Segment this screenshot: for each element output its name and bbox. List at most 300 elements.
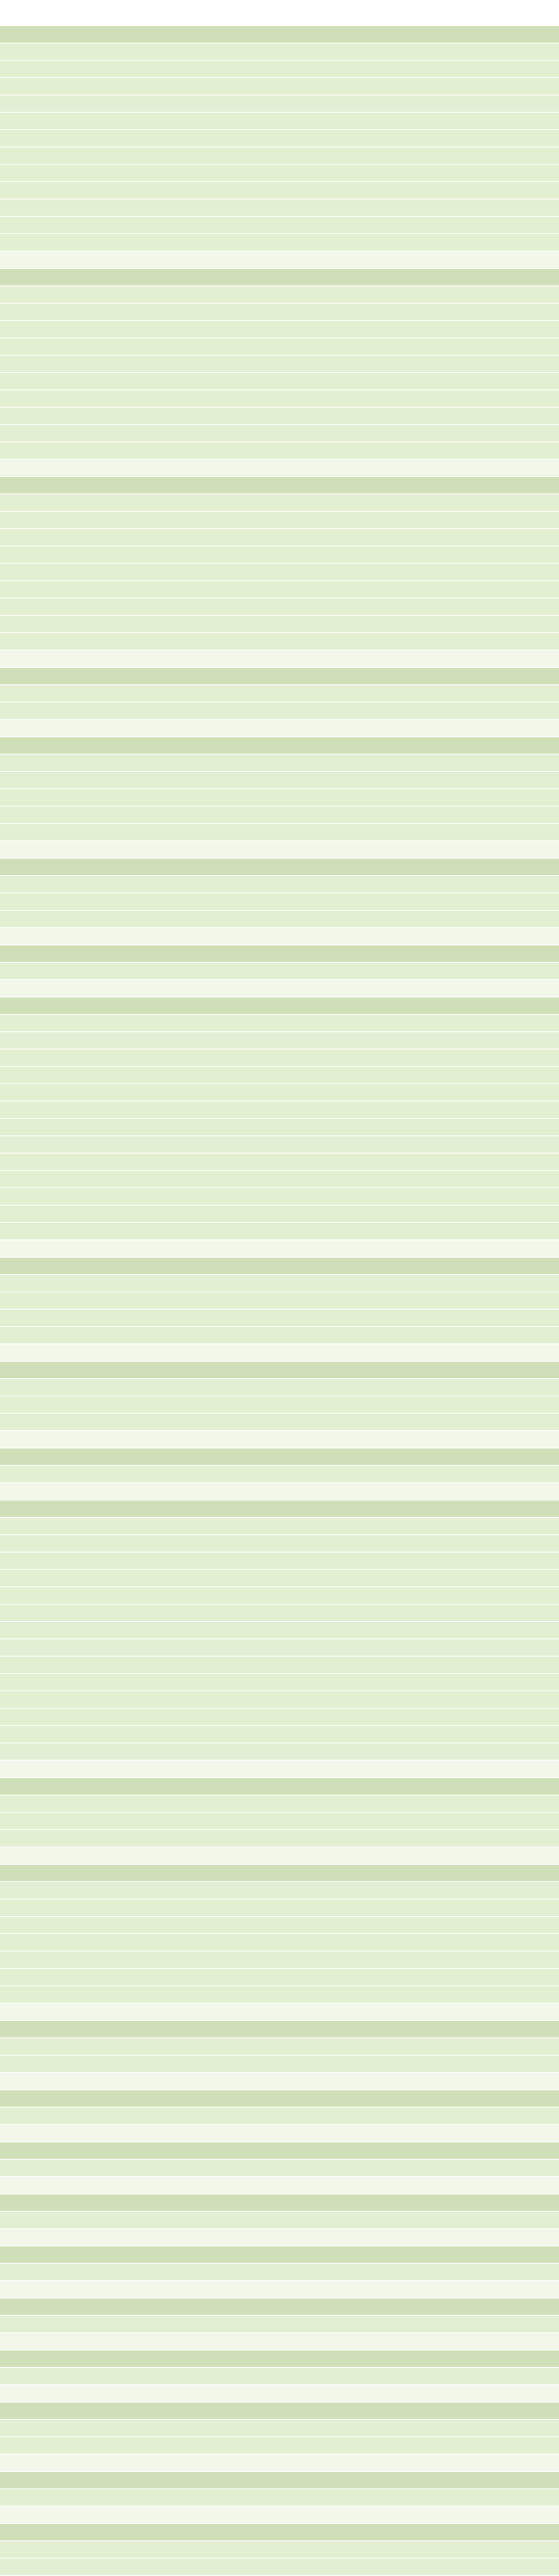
table-row (0, 1518, 559, 1535)
team-cell (376, 876, 559, 892)
owner-cell (182, 1969, 376, 1985)
category-label (0, 2350, 3, 2367)
bird-name-cell (29, 1518, 182, 1534)
owner-cell (182, 390, 376, 407)
rank-cell (0, 1587, 29, 1604)
owner-cell (182, 911, 376, 927)
bird-name-cell (29, 217, 182, 233)
table-row (0, 1032, 559, 1049)
table-row (0, 199, 559, 217)
owner-cell (182, 234, 376, 251)
category-row (0, 1778, 559, 1795)
table-row (0, 234, 559, 252)
table-row (0, 217, 559, 234)
team-cell (376, 1622, 559, 1638)
table-row (0, 390, 559, 408)
owner-cell (182, 338, 376, 355)
results-table (0, 26, 559, 2576)
rank-cell (0, 1674, 29, 1690)
table-row (0, 321, 559, 338)
category-label (0, 1448, 3, 1465)
rank-cell (0, 1570, 29, 1586)
bird-name-cell (29, 1657, 182, 1673)
owner-cell (182, 1605, 376, 1621)
owner-cell (182, 893, 376, 910)
team-cell (376, 1917, 559, 1933)
table-row (0, 1206, 559, 1223)
owner-cell (182, 1952, 376, 1968)
team-cell (376, 78, 559, 95)
table-row (0, 113, 559, 130)
team-cell (376, 1414, 559, 1430)
team-cell (376, 1102, 559, 1118)
table-row (0, 616, 559, 633)
rank-cell (0, 824, 29, 840)
rank-cell (0, 43, 29, 60)
table-row (0, 2420, 559, 2437)
team-cell (376, 286, 559, 303)
bird-name-cell (29, 147, 182, 164)
spacer-row (0, 2229, 559, 2246)
team-cell (376, 1379, 559, 1396)
rank-cell (0, 1553, 29, 1569)
owner-cell (182, 529, 376, 546)
table-row (0, 304, 559, 321)
team-cell (376, 1691, 559, 1708)
spacer-row (0, 720, 559, 737)
team-cell (376, 581, 559, 598)
bird-name-cell (29, 1952, 182, 1968)
owner-cell (182, 1084, 376, 1101)
table-row (0, 494, 559, 512)
owner-cell (182, 408, 376, 424)
owner-cell (182, 199, 376, 216)
team-cell (376, 356, 559, 372)
team-cell (376, 546, 559, 563)
owner-cell (182, 78, 376, 95)
rank-cell (0, 1379, 29, 1396)
table-row (0, 807, 559, 824)
team-cell (376, 755, 559, 771)
category-label (0, 859, 3, 875)
owner-cell (182, 2559, 376, 2575)
table-row (0, 1292, 559, 1310)
rank-cell (0, 1275, 29, 1291)
team-cell (376, 1275, 559, 1291)
bird-name-cell (29, 876, 182, 892)
bird-name-cell (29, 95, 182, 112)
owner-cell (182, 1049, 376, 1066)
table-row (0, 546, 559, 564)
category-row (0, 477, 559, 494)
table-row (0, 1813, 559, 1830)
owner-cell (182, 494, 376, 511)
table-row (0, 789, 559, 807)
bird-name-cell (29, 2437, 182, 2454)
table-row (0, 2437, 559, 2455)
owner-cell (182, 1622, 376, 1638)
rank-cell (0, 893, 29, 910)
spacer-row (0, 2455, 559, 2472)
rank-cell (0, 1899, 29, 1916)
bird-name-cell (29, 234, 182, 251)
owner-cell (182, 1206, 376, 1222)
bird-name-cell (29, 685, 182, 702)
owner-cell (182, 113, 376, 129)
owner-cell (182, 703, 376, 719)
table-row (0, 1674, 559, 1691)
spacer-row (0, 1431, 559, 1448)
team-cell (376, 1310, 559, 1326)
team-cell (376, 1292, 559, 1309)
team-cell (376, 963, 559, 979)
bird-name-cell (29, 78, 182, 95)
rank-cell (0, 1154, 29, 1170)
team-cell (376, 772, 559, 788)
rank-cell (0, 1518, 29, 1534)
team-cell (376, 564, 559, 580)
rank-cell (0, 633, 29, 650)
rank-cell (0, 963, 29, 979)
owner-cell (182, 512, 376, 528)
team-cell (376, 2368, 559, 2384)
owner-cell (182, 286, 376, 303)
bird-name-cell (29, 442, 182, 459)
team-cell (376, 1518, 559, 1534)
bird-name-cell (29, 1969, 182, 1985)
table-row (0, 356, 559, 373)
team-cell (376, 442, 559, 459)
table-row (0, 408, 559, 425)
team-cell (376, 130, 559, 147)
rank-cell (0, 2038, 29, 2055)
rank-cell (0, 2559, 29, 2575)
table-row (0, 2489, 559, 2507)
bird-name-cell (29, 1691, 182, 1708)
team-cell (376, 1986, 559, 2003)
category-row (0, 2524, 559, 2541)
owner-cell (182, 1570, 376, 1586)
owner-cell (182, 685, 376, 702)
spacer-row (0, 2073, 559, 2090)
rank-cell (0, 1934, 29, 1951)
rank-cell (0, 1396, 29, 1413)
rank-cell (0, 1102, 29, 1118)
rank-cell (0, 321, 29, 337)
owner-cell (182, 1414, 376, 1430)
team-cell (376, 321, 559, 337)
owner-cell (182, 1275, 376, 1291)
bird-name-cell (29, 1639, 182, 1656)
rank-cell (0, 1414, 29, 1430)
rank-cell (0, 2437, 29, 2454)
category-row (0, 2194, 559, 2212)
rank-cell (0, 1622, 29, 1638)
bird-name-cell (29, 1136, 182, 1153)
team-cell (376, 1396, 559, 1413)
owner-cell (182, 2541, 376, 2558)
owner-cell (182, 876, 376, 892)
rank-cell (0, 130, 29, 147)
bird-name-cell (29, 824, 182, 840)
team-cell (376, 824, 559, 840)
category-label (0, 2298, 3, 2315)
rank-cell (0, 911, 29, 927)
team-cell (376, 1726, 559, 1742)
owner-cell (182, 1518, 376, 1534)
table-row (0, 703, 559, 720)
owner-cell (182, 1292, 376, 1309)
team-cell (376, 2437, 559, 2454)
owner-cell (182, 1310, 376, 1326)
table-row (0, 1171, 559, 1188)
table-row (0, 2264, 559, 2281)
team-cell (376, 61, 559, 77)
category-label (0, 2090, 3, 2107)
bird-name-cell (29, 893, 182, 910)
team-cell (376, 2264, 559, 2280)
category-row (0, 945, 559, 963)
owner-cell (182, 1743, 376, 1760)
rank-cell (0, 1691, 29, 1708)
team-cell (376, 1795, 559, 1812)
rank-cell (0, 408, 29, 424)
category-label (0, 997, 3, 1014)
team-cell (376, 1032, 559, 1049)
category-row (0, 2246, 559, 2264)
owner-cell (182, 564, 376, 580)
bird-name-cell (29, 581, 182, 598)
table-row (0, 1327, 559, 1344)
table-row (0, 876, 559, 893)
owner-cell (182, 1136, 376, 1153)
rank-cell (0, 2264, 29, 2280)
team-cell (376, 633, 559, 650)
bird-name-cell (29, 1726, 182, 1742)
owner-cell (182, 373, 376, 389)
category-label (0, 2142, 3, 2159)
rank-cell (0, 1067, 29, 1083)
category-row (0, 737, 559, 755)
table-row (0, 598, 559, 616)
table-row (0, 1310, 559, 1327)
bird-name-cell (29, 2541, 182, 2558)
team-cell (376, 1969, 559, 1985)
bird-name-cell (29, 1535, 182, 1552)
rank-cell (0, 2056, 29, 2072)
rank-cell (0, 1917, 29, 1933)
category-label (0, 945, 3, 962)
team-cell (376, 1049, 559, 1066)
owner-cell (182, 2368, 376, 2384)
bird-name-cell (29, 1917, 182, 1933)
team-cell (376, 2420, 559, 2436)
bird-name-cell (29, 1622, 182, 1638)
owner-cell (182, 2038, 376, 2055)
owner-cell (182, 1587, 376, 1604)
table-row (0, 1657, 559, 1674)
bird-name-cell (29, 564, 182, 580)
team-cell (376, 1709, 559, 1725)
bird-name-cell (29, 2108, 182, 2124)
rank-cell (0, 338, 29, 355)
spacer-row (0, 1483, 559, 1500)
rank-cell (0, 1726, 29, 1742)
spacer-row (0, 1344, 559, 1362)
bird-name-cell (29, 1830, 182, 1847)
category-label (0, 26, 3, 42)
bird-name-cell (29, 2264, 182, 2280)
category-label (0, 2472, 3, 2488)
owner-cell (182, 217, 376, 233)
bird-name-cell (29, 1171, 182, 1187)
bird-name-cell (29, 598, 182, 615)
owner-cell (182, 2264, 376, 2280)
spacer-row (0, 252, 559, 269)
bird-name-cell (29, 1899, 182, 1916)
bird-name-cell (29, 616, 182, 632)
category-label (0, 1500, 3, 1517)
rank-cell (0, 616, 29, 632)
owner-cell (182, 1535, 376, 1552)
spacer-row (0, 460, 559, 477)
team-cell (376, 703, 559, 719)
bird-name-cell (29, 304, 182, 320)
rank-cell (0, 1327, 29, 1344)
table-row (0, 1882, 559, 1899)
team-cell (376, 807, 559, 823)
rank-cell (0, 356, 29, 372)
rank-cell (0, 2212, 29, 2228)
category-row (0, 1865, 559, 1882)
owner-cell (182, 147, 376, 164)
team-cell (376, 1553, 559, 1569)
table-row (0, 1553, 559, 1570)
owner-cell (182, 581, 376, 598)
team-cell (376, 2038, 559, 2055)
owner-cell (182, 1553, 376, 1569)
owner-cell (182, 130, 376, 147)
bird-name-cell (29, 963, 182, 979)
table-row (0, 911, 559, 928)
table-row (0, 633, 559, 651)
category-label (0, 1258, 3, 1274)
category-row (0, 1500, 559, 1518)
owner-cell (182, 1795, 376, 1812)
owner-cell (182, 1102, 376, 1118)
team-cell (376, 234, 559, 251)
table-row (0, 1934, 559, 1952)
bird-name-cell (29, 165, 182, 181)
owner-cell (182, 304, 376, 320)
category-label (0, 2194, 3, 2211)
table-row (0, 1396, 559, 1414)
table-row (0, 1188, 559, 1206)
rank-cell (0, 1084, 29, 1101)
team-cell (376, 373, 559, 389)
rank-cell (0, 529, 29, 546)
table-row (0, 2212, 559, 2229)
bird-name-cell (29, 43, 182, 60)
team-cell (376, 182, 559, 199)
table-row (0, 78, 559, 95)
bird-name-cell (29, 356, 182, 372)
owner-cell (182, 1154, 376, 1170)
owner-cell (182, 1188, 376, 1205)
rank-cell (0, 1709, 29, 1725)
team-cell (376, 1188, 559, 1205)
rank-cell (0, 876, 29, 892)
rank-cell (0, 217, 29, 233)
owner-cell (182, 425, 376, 441)
rank-cell (0, 1049, 29, 1066)
team-cell (376, 408, 559, 424)
table-row (0, 61, 559, 78)
rank-cell (0, 113, 29, 129)
bird-name-cell (29, 494, 182, 511)
owner-cell (182, 616, 376, 632)
table-row (0, 1535, 559, 1553)
team-cell (376, 1813, 559, 1829)
category-label (0, 1778, 3, 1795)
table-row (0, 893, 559, 911)
owner-cell (182, 165, 376, 181)
table-row (0, 529, 559, 546)
table-row (0, 286, 559, 304)
rank-cell (0, 1830, 29, 1847)
rank-cell (0, 789, 29, 806)
bird-name-cell (29, 1466, 182, 1482)
category-label (0, 2246, 3, 2263)
team-cell (376, 2212, 559, 2228)
table-row (0, 1726, 559, 1743)
bird-name-cell (29, 755, 182, 771)
team-cell (376, 893, 559, 910)
bird-name-cell (29, 1934, 182, 1951)
owner-cell (182, 2212, 376, 2228)
rank-cell (0, 2541, 29, 2558)
owner-cell (182, 1067, 376, 1083)
table-row (0, 147, 559, 165)
owner-cell (182, 43, 376, 60)
category-label (0, 2524, 3, 2540)
table-row (0, 1743, 559, 1761)
rank-cell (0, 1223, 29, 1239)
table-row (0, 1049, 559, 1067)
owner-cell (182, 1223, 376, 1239)
owner-cell (182, 1830, 376, 1847)
owner-cell (182, 321, 376, 337)
team-cell (376, 2541, 559, 2558)
bird-name-cell (29, 2056, 182, 2072)
owner-cell (182, 1119, 376, 1135)
team-cell (376, 1136, 559, 1153)
category-row (0, 1258, 559, 1275)
category-row (0, 997, 559, 1015)
team-cell (376, 598, 559, 615)
spacer-row (0, 2333, 559, 2350)
category-label (0, 269, 3, 285)
owner-cell (182, 2437, 376, 2454)
table-row (0, 1622, 559, 1639)
table-row (0, 2108, 559, 2125)
team-cell (376, 1084, 559, 1101)
rank-cell (0, 598, 29, 615)
table-row (0, 755, 559, 772)
owner-cell (182, 182, 376, 199)
team-cell (376, 43, 559, 60)
table-row (0, 1067, 559, 1084)
